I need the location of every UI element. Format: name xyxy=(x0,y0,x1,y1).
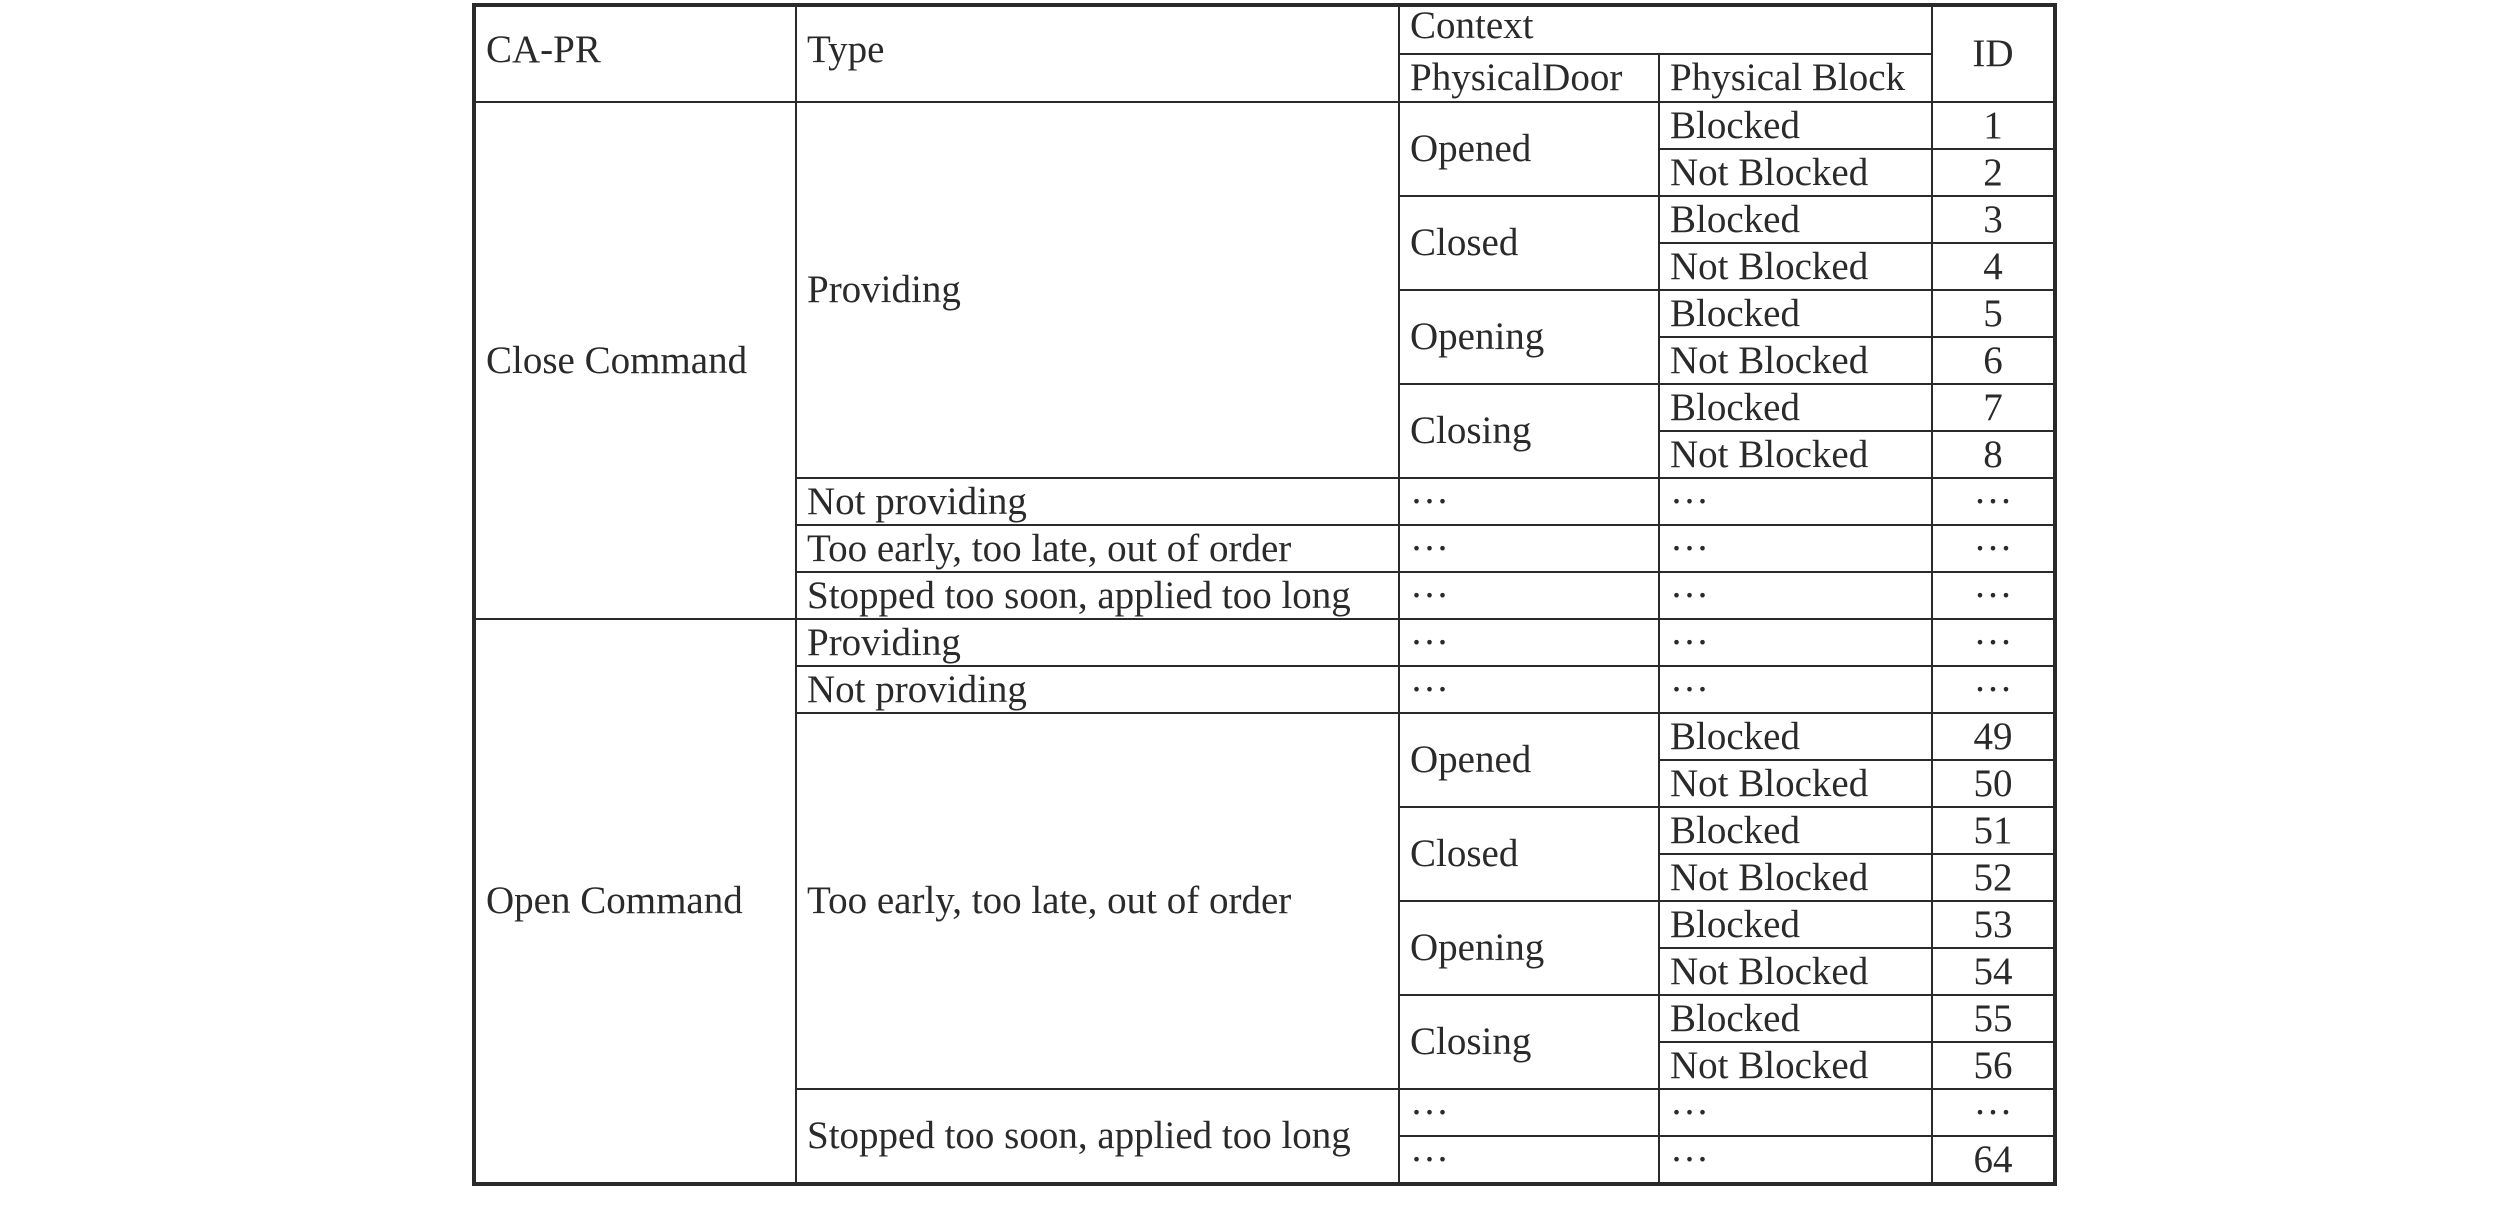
block-state-cell: Blocked xyxy=(1659,995,1932,1042)
type-cell: Too early, too late, out of order xyxy=(796,713,1399,1089)
id-cell: 2 xyxy=(1932,149,2055,196)
door-state-cell: Closed xyxy=(1399,807,1659,901)
hazard-table xyxy=(472,3,2057,1186)
block-state-cell: Not Blocked xyxy=(1659,760,1932,807)
block-state-cell: Blocked xyxy=(1659,901,1932,948)
type-cell: Providing xyxy=(796,102,1399,478)
id-cell: ··· xyxy=(1932,478,2055,525)
block-state-cell: ··· xyxy=(1659,666,1932,713)
id-cell: ··· xyxy=(1932,666,2055,713)
block-state-cell: Blocked xyxy=(1659,713,1932,760)
door-state-cell: ··· xyxy=(1399,1136,1659,1184)
block-state-cell: ··· xyxy=(1659,619,1932,666)
header-physical-door: PhysicalDoor xyxy=(1399,54,1659,102)
type-cell: Stopped too soon, applied too long xyxy=(796,1089,1399,1184)
block-state-cell: Blocked xyxy=(1659,290,1932,337)
block-state-cell: Blocked xyxy=(1659,807,1932,854)
id-cell: ··· xyxy=(1932,619,2055,666)
door-state-cell: Closing xyxy=(1399,995,1659,1089)
door-state-cell: Opening xyxy=(1399,901,1659,995)
type-cell: Not providing xyxy=(796,666,1399,713)
block-state-cell: Not Blocked xyxy=(1659,431,1932,478)
header-capr: CA-PR xyxy=(474,5,796,102)
block-state-cell: ··· xyxy=(1659,1136,1932,1184)
id-cell: 6 xyxy=(1932,337,2055,384)
id-cell: 8 xyxy=(1932,431,2055,478)
id-cell: 54 xyxy=(1932,948,2055,995)
capr-close-command: Close Command xyxy=(474,102,796,619)
door-state-cell: ··· xyxy=(1399,666,1659,713)
block-state-cell: Blocked xyxy=(1659,384,1932,431)
id-cell: 1 xyxy=(1932,102,2055,149)
capr-open-command: Open Command xyxy=(474,619,796,1184)
door-state-cell: ··· xyxy=(1399,478,1659,525)
door-state-cell: Closing xyxy=(1399,384,1659,478)
door-state-cell: Opened xyxy=(1399,713,1659,807)
type-cell: Not providing xyxy=(796,478,1399,525)
id-cell: ··· xyxy=(1932,1089,2055,1136)
id-cell: 5 xyxy=(1932,290,2055,337)
id-cell: 49 xyxy=(1932,713,2055,760)
door-state-cell: ··· xyxy=(1399,619,1659,666)
id-cell: 3 xyxy=(1932,196,2055,243)
header-id: ID xyxy=(1932,5,2055,102)
id-cell: 64 xyxy=(1932,1136,2055,1184)
header-context: Context xyxy=(1399,5,1932,54)
id-cell: 53 xyxy=(1932,901,2055,948)
id-cell: ··· xyxy=(1932,572,2055,619)
block-state-cell: ··· xyxy=(1659,572,1932,619)
door-state-cell: Opening xyxy=(1399,290,1659,384)
id-cell: 55 xyxy=(1932,995,2055,1042)
id-cell: 7 xyxy=(1932,384,2055,431)
door-state-cell: ··· xyxy=(1399,1089,1659,1136)
door-state-cell: Closed xyxy=(1399,196,1659,290)
id-cell: 4 xyxy=(1932,243,2055,290)
header-physical-block: Physical Block xyxy=(1659,54,1932,102)
block-state-cell: Not Blocked xyxy=(1659,854,1932,901)
id-cell: ··· xyxy=(1932,525,2055,572)
id-cell: 56 xyxy=(1932,1042,2055,1089)
door-state-cell: ··· xyxy=(1399,525,1659,572)
block-state-cell: Not Blocked xyxy=(1659,337,1932,384)
door-state-cell: ··· xyxy=(1399,572,1659,619)
header-type: Type xyxy=(796,5,1399,102)
type-cell: Stopped too soon, applied too long xyxy=(796,572,1399,619)
block-state-cell: Not Blocked xyxy=(1659,948,1932,995)
block-state-cell: Not Blocked xyxy=(1659,1042,1932,1089)
door-state-cell: Opened xyxy=(1399,102,1659,196)
id-cell: 52 xyxy=(1932,854,2055,901)
block-state-cell: ··· xyxy=(1659,525,1932,572)
block-state-cell: Not Blocked xyxy=(1659,243,1932,290)
block-state-cell: Blocked xyxy=(1659,196,1932,243)
block-state-cell: Blocked xyxy=(1659,102,1932,149)
type-cell: Providing xyxy=(796,619,1399,666)
id-cell: 51 xyxy=(1932,807,2055,854)
block-state-cell: ··· xyxy=(1659,1089,1932,1136)
id-cell: 50 xyxy=(1932,760,2055,807)
block-state-cell: Not Blocked xyxy=(1659,149,1932,196)
block-state-cell: ··· xyxy=(1659,478,1932,525)
type-cell: Too early, too late, out of order xyxy=(796,525,1399,572)
